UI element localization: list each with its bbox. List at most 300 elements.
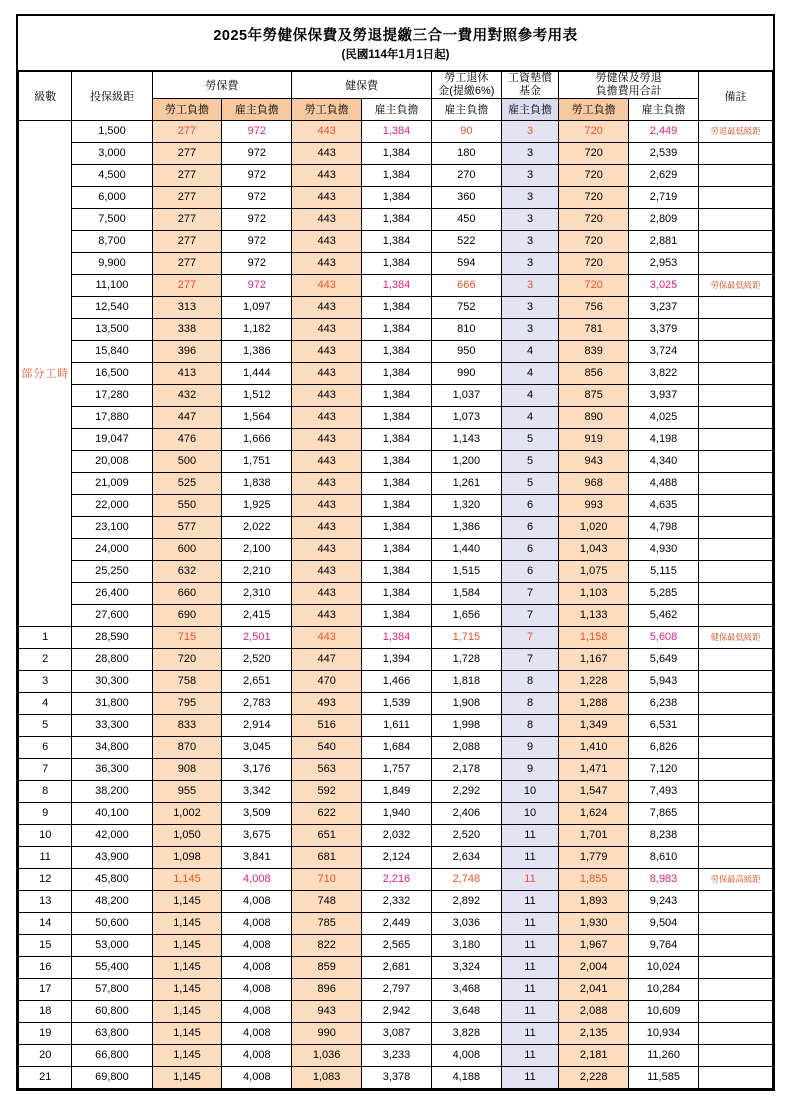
- cell-pension-employer: 1,908: [431, 692, 501, 714]
- cell-labor-employee: 338: [152, 318, 222, 340]
- cell-health-employee: 443: [292, 186, 362, 208]
- header-grade: 級數: [19, 72, 72, 120]
- cell-wage-fund: 3: [501, 318, 559, 340]
- table-row: [19, 1044, 773, 1066]
- cell-health-employee: 443: [292, 362, 362, 384]
- cell-wage-fund: 9: [501, 758, 559, 780]
- cell-note: [698, 472, 772, 494]
- cell-pension-employer: 4,188: [431, 1066, 501, 1088]
- cell-labor-employee: 277: [152, 186, 222, 208]
- cell-pension-employer: 1,728: [431, 648, 501, 670]
- cell-labor-employee: 908: [152, 758, 222, 780]
- cell-total-employee: 2,088: [559, 1000, 629, 1022]
- cell-grade: 10: [19, 824, 72, 846]
- cell-total-employer: 4,340: [629, 450, 699, 472]
- cell-total-employee: 1,167: [559, 648, 629, 670]
- cell-note: [698, 384, 772, 406]
- cell-total-employee: 720: [559, 252, 629, 274]
- cell-total-employee: 1,075: [559, 560, 629, 582]
- cell-health-employee: 443: [292, 318, 362, 340]
- cell-grade: 14: [19, 912, 72, 934]
- table-row: [19, 406, 773, 428]
- cell-total-employer: 10,024: [629, 956, 699, 978]
- table-body: [19, 120, 773, 1088]
- cell-wage-bracket: 33,300: [72, 714, 152, 736]
- cell-health-employer: 1,384: [362, 626, 432, 648]
- cell-labor-employee: 1,145: [152, 890, 222, 912]
- cell-health-employer: 2,216: [362, 868, 432, 890]
- cell-pension-employer: 2,520: [431, 824, 501, 846]
- cell-pension-employer: 4,008: [431, 1044, 501, 1066]
- cell-wage-bracket: 20,008: [72, 450, 152, 472]
- cell-health-employer: 2,449: [362, 912, 432, 934]
- cell-health-employer: 2,942: [362, 1000, 432, 1022]
- cell-labor-employer: 2,914: [222, 714, 292, 736]
- cell-note: [698, 890, 772, 912]
- header-group-total: [559, 72, 699, 98]
- cell-health-employer: 1,394: [362, 648, 432, 670]
- cell-grade: 11: [19, 846, 72, 868]
- cell-wage-fund: 11: [501, 846, 559, 868]
- cell-note: [698, 714, 772, 736]
- cell-labor-employee: 720: [152, 648, 222, 670]
- cell-total-employee: 1,624: [559, 802, 629, 824]
- cell-labor-employer: 1,386: [222, 340, 292, 362]
- table-row: [19, 164, 773, 186]
- cell-labor-employer: 4,008: [222, 1044, 292, 1066]
- cell-pension-employer: 810: [431, 318, 501, 340]
- cell-health-employer: 1,466: [362, 670, 432, 692]
- cell-wage-bracket: 31,800: [72, 692, 152, 714]
- cell-labor-employer: 1,925: [222, 494, 292, 516]
- cell-wage-fund: 6: [501, 538, 559, 560]
- cell-wage-bracket: 16,500: [72, 362, 152, 384]
- cell-note: [698, 824, 772, 846]
- cell-pension-employer: 1,320: [431, 494, 501, 516]
- cell-wage-bracket: 24,000: [72, 538, 152, 560]
- cell-total-employee: 720: [559, 120, 629, 142]
- cell-health-employee: 443: [292, 296, 362, 318]
- cell-grade: 17: [19, 978, 72, 1000]
- cell-total-employee: 2,181: [559, 1044, 629, 1066]
- cell-health-employee: 622: [292, 802, 362, 824]
- cell-grade: 12: [19, 868, 72, 890]
- cell-health-employee: 443: [292, 406, 362, 428]
- cell-total-employer: 9,504: [629, 912, 699, 934]
- cell-total-employee: 1,547: [559, 780, 629, 802]
- cell-total-employer: 2,881: [629, 230, 699, 252]
- cell-wage-bracket: 57,800: [72, 978, 152, 1000]
- cell-note: [698, 230, 772, 252]
- cell-total-employer: 11,260: [629, 1044, 699, 1066]
- cell-note: [698, 252, 772, 274]
- cell-health-employer: 1,384: [362, 230, 432, 252]
- cell-wage-fund: 10: [501, 780, 559, 802]
- cell-total-employer: 3,025: [629, 274, 699, 296]
- table-row: [19, 956, 773, 978]
- table-row: [19, 1000, 773, 1022]
- cell-health-employer: 2,681: [362, 956, 432, 978]
- cell-wage-fund: 11: [501, 1022, 559, 1044]
- cell-total-employee: 890: [559, 406, 629, 428]
- cell-health-employee: 443: [292, 384, 362, 406]
- cell-health-employer: 1,611: [362, 714, 432, 736]
- cell-pension-employer: 1,440: [431, 538, 501, 560]
- cell-pension-employer: 2,892: [431, 890, 501, 912]
- cell-total-employee: 1,288: [559, 692, 629, 714]
- cell-wage-fund: 3: [501, 296, 559, 318]
- table-row: [19, 604, 773, 626]
- cell-health-employer: 1,384: [362, 472, 432, 494]
- cell-total-employer: 4,025: [629, 406, 699, 428]
- fee-reference-sheet: [16, 14, 775, 1091]
- cell-health-employee: 443: [292, 208, 362, 230]
- cell-total-employer: 5,608: [629, 626, 699, 648]
- cell-total-employer: 6,531: [629, 714, 699, 736]
- cell-labor-employer: 972: [222, 230, 292, 252]
- cell-labor-employer: 972: [222, 252, 292, 274]
- table-row: [19, 868, 773, 890]
- cell-labor-employer: 2,520: [222, 648, 292, 670]
- cell-health-employer: 1,384: [362, 164, 432, 186]
- cell-health-employee: 540: [292, 736, 362, 758]
- cell-grade: 20: [19, 1044, 72, 1066]
- cell-health-employer: 1,940: [362, 802, 432, 824]
- cell-labor-employer: 1,666: [222, 428, 292, 450]
- cell-labor-employer: 3,176: [222, 758, 292, 780]
- cell-health-employee: 447: [292, 648, 362, 670]
- cell-total-employer: 7,865: [629, 802, 699, 824]
- cell-pension-employer: 3,180: [431, 934, 501, 956]
- cell-health-employer: 1,384: [362, 560, 432, 582]
- cell-labor-employer: 2,310: [222, 582, 292, 604]
- cell-wage-bracket: 28,800: [72, 648, 152, 670]
- cell-wage-fund: 11: [501, 1000, 559, 1022]
- cell-wage-fund: 4: [501, 406, 559, 428]
- cell-labor-employee: 1,145: [152, 1044, 222, 1066]
- cell-wage-bracket: 7,500: [72, 208, 152, 230]
- cell-wage-bracket: 53,000: [72, 934, 152, 956]
- cell-health-employee: 443: [292, 626, 362, 648]
- table-row: [19, 296, 773, 318]
- cell-grade: 18: [19, 1000, 72, 1022]
- cell-wage-bracket: 9,900: [72, 252, 152, 274]
- table-row: [19, 362, 773, 384]
- cell-pension-employer: 1,715: [431, 626, 501, 648]
- cell-note: [698, 362, 772, 384]
- cell-total-employer: 3,379: [629, 318, 699, 340]
- table-row: [19, 450, 773, 472]
- cell-health-employee: 443: [292, 516, 362, 538]
- cell-grade: 7: [19, 758, 72, 780]
- cell-labor-employee: 1,145: [152, 1000, 222, 1022]
- cell-pension-employer: 1,584: [431, 582, 501, 604]
- cell-labor-employee: 690: [152, 604, 222, 626]
- table-row: [19, 494, 773, 516]
- page-title: 2025年勞健保保費及勞退提繳三合一費用對照參考用表: [213, 28, 578, 44]
- cell-wage-fund: 11: [501, 1066, 559, 1088]
- cell-note: [698, 538, 772, 560]
- cell-health-employee: 748: [292, 890, 362, 912]
- cell-health-employee: 443: [292, 560, 362, 582]
- table-row: [19, 120, 773, 142]
- cell-pension-employer: 1,143: [431, 428, 501, 450]
- cell-total-employer: 2,449: [629, 120, 699, 142]
- cell-total-employer: 2,719: [629, 186, 699, 208]
- cell-wage-fund: 3: [501, 230, 559, 252]
- cell-wage-bracket: 23,100: [72, 516, 152, 538]
- cell-labor-employer: 4,008: [222, 1000, 292, 1022]
- cell-health-employee: 859: [292, 956, 362, 978]
- table-row: [19, 912, 773, 934]
- cell-health-employer: 1,384: [362, 318, 432, 340]
- cell-grade: 8: [19, 780, 72, 802]
- cell-labor-employer: 4,008: [222, 1022, 292, 1044]
- cell-health-employee: 443: [292, 450, 362, 472]
- cell-wage-fund: 3: [501, 120, 559, 142]
- cell-note: [698, 604, 772, 626]
- cell-health-employee: 443: [292, 582, 362, 604]
- cell-total-employee: 720: [559, 208, 629, 230]
- cell-health-employee: 516: [292, 714, 362, 736]
- header-fund-employer: 雇主負擔: [501, 98, 559, 120]
- cell-labor-employer: 1,512: [222, 384, 292, 406]
- cell-health-employer: 1,384: [362, 340, 432, 362]
- cell-wage-bracket: 8,700: [72, 230, 152, 252]
- cell-health-employee: 443: [292, 164, 362, 186]
- cell-health-employee: 1,036: [292, 1044, 362, 1066]
- table-row: [19, 670, 773, 692]
- cell-wage-fund: 7: [501, 582, 559, 604]
- cell-total-employer: 10,934: [629, 1022, 699, 1044]
- cell-labor-employer: 4,008: [222, 868, 292, 890]
- cell-pension-employer: 1,261: [431, 472, 501, 494]
- cell-pension-employer: 752: [431, 296, 501, 318]
- cell-wage-fund: 6: [501, 560, 559, 582]
- cell-wage-bracket: 60,800: [72, 1000, 152, 1022]
- page-subtitle: (民國114年1月1日起): [341, 49, 450, 62]
- cell-note: [698, 648, 772, 670]
- cell-labor-employee: 795: [152, 692, 222, 714]
- table-row: [19, 1022, 773, 1044]
- cell-note: [698, 120, 772, 142]
- cell-total-employee: 1,020: [559, 516, 629, 538]
- cell-labor-employer: 2,100: [222, 538, 292, 560]
- cell-note: [698, 626, 772, 648]
- cell-wage-fund: 5: [501, 428, 559, 450]
- cell-health-employee: 822: [292, 934, 362, 956]
- cell-pension-employer: 270: [431, 164, 501, 186]
- table-row: [19, 692, 773, 714]
- cell-labor-employee: 1,145: [152, 956, 222, 978]
- cell-pension-employer: 2,292: [431, 780, 501, 802]
- cell-wage-fund: 5: [501, 472, 559, 494]
- cell-wage-fund: 11: [501, 1044, 559, 1066]
- cell-health-employee: 443: [292, 428, 362, 450]
- cell-total-employee: 2,041: [559, 978, 629, 1000]
- header-row-groups: [19, 72, 773, 98]
- cell-wage-fund: 3: [501, 186, 559, 208]
- cell-grade: 15: [19, 934, 72, 956]
- cell-labor-employee: 1,145: [152, 1022, 222, 1044]
- cell-health-employer: 1,384: [362, 604, 432, 626]
- table-row: [19, 142, 773, 164]
- cell-pension-employer: 360: [431, 186, 501, 208]
- cell-note: [698, 428, 772, 450]
- cell-note: [698, 670, 772, 692]
- cell-total-employer: 2,629: [629, 164, 699, 186]
- cell-labor-employer: 1,097: [222, 296, 292, 318]
- cell-health-employee: 710: [292, 868, 362, 890]
- cell-wage-fund: 6: [501, 516, 559, 538]
- cell-wage-fund: 7: [501, 648, 559, 670]
- cell-wage-bracket: 38,200: [72, 780, 152, 802]
- cell-health-employee: 443: [292, 604, 362, 626]
- cell-note: [698, 318, 772, 340]
- cell-total-employee: 1,471: [559, 758, 629, 780]
- cell-total-employee: 756: [559, 296, 629, 318]
- cell-health-employee: 785: [292, 912, 362, 934]
- cell-health-employer: 3,378: [362, 1066, 432, 1088]
- cell-pension-employer: 1,200: [431, 450, 501, 472]
- header-group-wage-fund-line1: 工資墊償: [508, 72, 552, 85]
- cell-labor-employee: 277: [152, 120, 222, 142]
- table-row: [19, 1066, 773, 1088]
- cell-health-employer: 1,539: [362, 692, 432, 714]
- cell-wage-bracket: 63,800: [72, 1022, 152, 1044]
- cell-wage-bracket: 11,100: [72, 274, 152, 296]
- cell-pension-employer: 666: [431, 274, 501, 296]
- header-group-health-insurance: 健保費: [292, 72, 432, 98]
- cell-pension-employer: 990: [431, 362, 501, 384]
- cell-grade: 3: [19, 670, 72, 692]
- table-row: [19, 714, 773, 736]
- cell-wage-bracket: 43,900: [72, 846, 152, 868]
- header-group-pension-line1: 勞工退休: [444, 72, 489, 85]
- cell-total-employee: 1,043: [559, 538, 629, 560]
- cell-labor-employer: 972: [222, 274, 292, 296]
- cell-grade: 16: [19, 956, 72, 978]
- cell-note: [698, 450, 772, 472]
- cell-note: [698, 978, 772, 1000]
- cell-health-employee: 493: [292, 692, 362, 714]
- cell-grade: 19: [19, 1022, 72, 1044]
- cell-grade: 1: [19, 626, 72, 648]
- cell-note: [698, 1022, 772, 1044]
- cell-wage-bracket: 66,800: [72, 1044, 152, 1066]
- cell-labor-employer: 3,841: [222, 846, 292, 868]
- cell-total-employer: 4,198: [629, 428, 699, 450]
- cell-labor-employer: 3,342: [222, 780, 292, 802]
- cell-total-employer: 6,826: [629, 736, 699, 758]
- cell-total-employee: 993: [559, 494, 629, 516]
- cell-health-employer: 1,384: [362, 406, 432, 428]
- cell-pension-employer: 1,073: [431, 406, 501, 428]
- cell-health-employer: 1,384: [362, 142, 432, 164]
- cell-grade: 5: [19, 714, 72, 736]
- cell-note: [698, 142, 772, 164]
- table-row: [19, 208, 773, 230]
- cell-wage-bracket: 26,400: [72, 582, 152, 604]
- cell-total-employer: 10,284: [629, 978, 699, 1000]
- cell-labor-employee: 1,098: [152, 846, 222, 868]
- cell-grade: 4: [19, 692, 72, 714]
- cell-grade: 21: [19, 1066, 72, 1088]
- cell-health-employer: 1,384: [362, 208, 432, 230]
- cell-note: [698, 934, 772, 956]
- cell-total-employer: 9,764: [629, 934, 699, 956]
- cell-pension-employer: 594: [431, 252, 501, 274]
- cell-wage-bracket: 27,600: [72, 604, 152, 626]
- table-row: [19, 648, 773, 670]
- cell-total-employer: 8,238: [629, 824, 699, 846]
- cell-labor-employer: 1,444: [222, 362, 292, 384]
- note-text: 勞保最高級距: [710, 874, 761, 885]
- table-row: [19, 934, 773, 956]
- cell-note: [698, 560, 772, 582]
- cell-pension-employer: 1,818: [431, 670, 501, 692]
- cell-note: [698, 912, 772, 934]
- cell-health-employer: 1,384: [362, 362, 432, 384]
- cell-pension-employer: 3,324: [431, 956, 501, 978]
- cell-labor-employer: 3,509: [222, 802, 292, 824]
- cell-grade: 2: [19, 648, 72, 670]
- part-time-label: 部分工時: [19, 120, 72, 626]
- cell-total-employee: 1,855: [559, 868, 629, 890]
- cell-note: [698, 340, 772, 362]
- cell-wage-bracket: 1,500: [72, 120, 152, 142]
- cell-wage-fund: 7: [501, 626, 559, 648]
- cell-labor-employer: 3,045: [222, 736, 292, 758]
- cell-health-employer: 1,384: [362, 428, 432, 450]
- cell-health-employee: 443: [292, 538, 362, 560]
- cell-total-employer: 4,488: [629, 472, 699, 494]
- cell-total-employer: 11,585: [629, 1066, 699, 1088]
- cell-total-employee: 1,158: [559, 626, 629, 648]
- cell-labor-employer: 4,008: [222, 934, 292, 956]
- cell-wage-fund: 11: [501, 978, 559, 1000]
- cell-total-employer: 8,610: [629, 846, 699, 868]
- note-text: 勞退最低級距: [710, 126, 761, 137]
- cell-wage-bracket: 45,800: [72, 868, 152, 890]
- table-row: [19, 186, 773, 208]
- cell-pension-employer: 2,634: [431, 846, 501, 868]
- cell-total-employee: 2,228: [559, 1066, 629, 1088]
- cell-health-employee: 990: [292, 1022, 362, 1044]
- header-pension-employer: 雇主負擔: [431, 98, 501, 120]
- cell-labor-employer: 4,008: [222, 890, 292, 912]
- cell-wage-bracket: 36,300: [72, 758, 152, 780]
- cell-health-employer: 2,124: [362, 846, 432, 868]
- header-total-employer: 雇主負擔: [629, 98, 699, 120]
- cell-wage-bracket: 21,009: [72, 472, 152, 494]
- cell-labor-employee: 313: [152, 296, 222, 318]
- cell-health-employee: 896: [292, 978, 362, 1000]
- cell-wage-fund: 3: [501, 164, 559, 186]
- cell-health-employee: 592: [292, 780, 362, 802]
- cell-labor-employee: 870: [152, 736, 222, 758]
- cell-note: [698, 494, 772, 516]
- cell-pension-employer: 3,648: [431, 1000, 501, 1022]
- cell-wage-bracket: 48,200: [72, 890, 152, 912]
- cell-wage-bracket: 42,000: [72, 824, 152, 846]
- cell-health-employer: 2,332: [362, 890, 432, 912]
- header-note: 備註: [698, 72, 772, 120]
- cell-labor-employer: 4,008: [222, 912, 292, 934]
- cell-pension-employer: 3,468: [431, 978, 501, 1000]
- cell-note: [698, 164, 772, 186]
- cell-total-employer: 5,462: [629, 604, 699, 626]
